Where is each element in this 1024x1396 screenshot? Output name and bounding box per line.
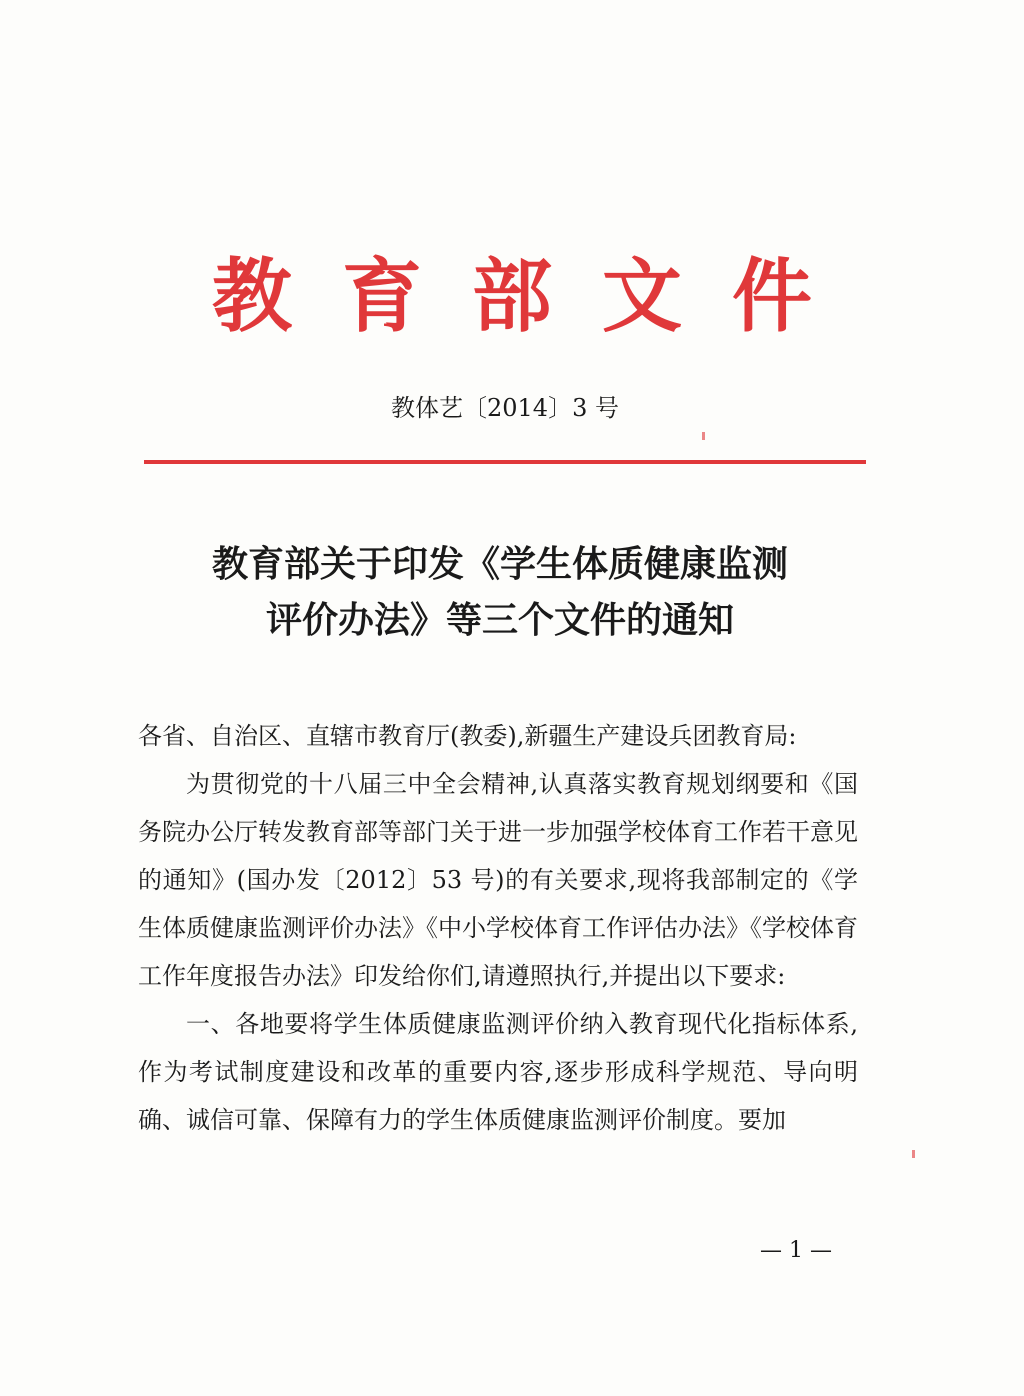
document-header-title (212, 248, 812, 344)
header-char: 件 (732, 249, 812, 343)
red-mark (912, 1150, 915, 1158)
body-paragraph-2: 一、各地要将学生体质健康监测评价纳入教育现代化指标体系,作为考试制度建设和改革的重要内容,逐步形成科学规范、导向明确、诚信可靠、保障有力的学生体质健康监测评价制度。要加 (138, 1010, 858, 1134)
page-number: — 1 — (760, 1238, 832, 1263)
notice-title (0, 536, 1000, 648)
notice-title-line-2: 评价办法》等三个文件的通知 (265, 599, 734, 641)
header-char: 文 (602, 249, 682, 343)
document-number: 教体艺〔2014〕3 号 (391, 394, 619, 422)
red-mark (702, 432, 705, 440)
header-char: 部 (472, 249, 552, 343)
document-body (138, 712, 858, 1144)
header-char: 教 (212, 249, 292, 343)
header-char: 育 (342, 249, 422, 343)
notice-title-line-1: 教育部关于印发《学生体质健康监测 (211, 543, 788, 585)
body-paragraph-1: 为贯彻党的十八届三中全会精神,认真落实教育规划纲要和《国务院办公厅转发教育部等部门关于进一步加强学校体育工作若干意见的通知》(国办发〔2012〕53 号)的有关要求,现将我部制定的《学生体质健康监测评价办法》《中小学校体育工作评估办法》《学校体育工作年度报告办法》印发给你们,请遵照执行,并提出以下要求: (138, 770, 858, 990)
salutation: 各省、自治区、直辖市教育厅(教委),新疆生产建设兵团教育局: (138, 722, 797, 750)
red-divider-line (144, 460, 866, 464)
